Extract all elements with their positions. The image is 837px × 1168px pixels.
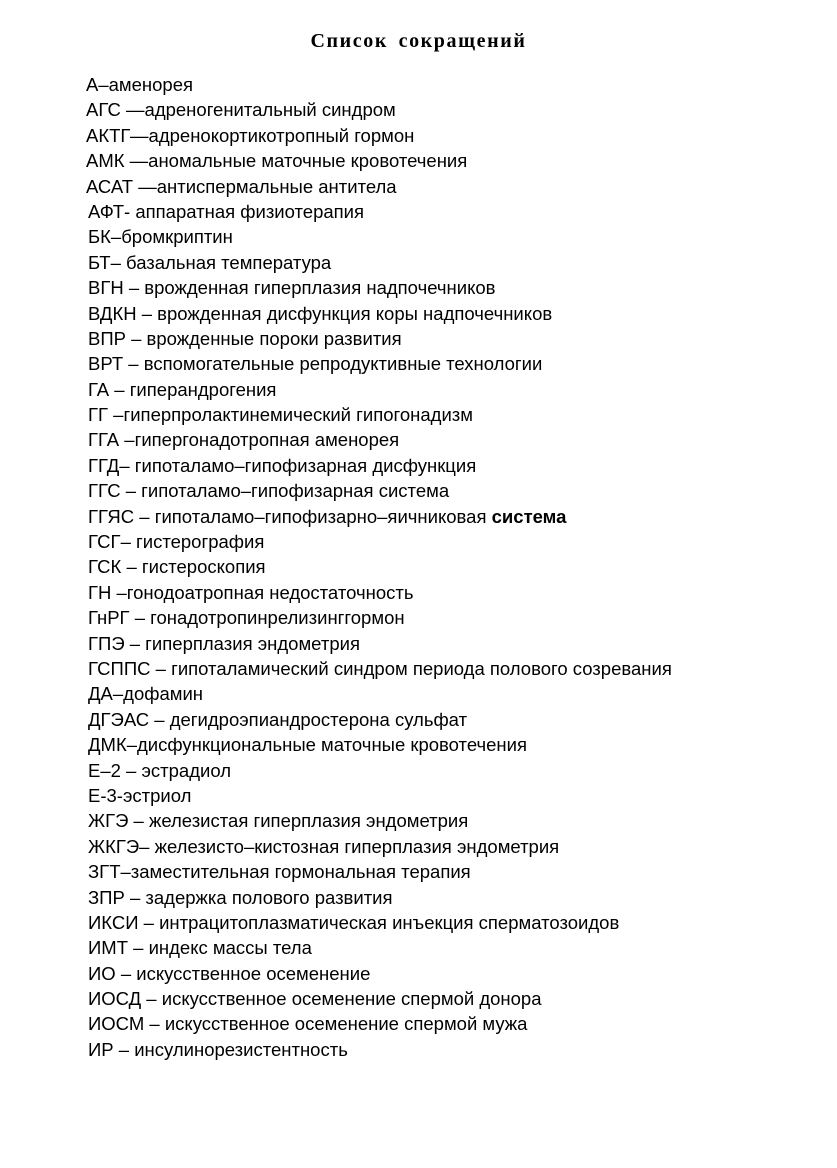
list-item [86,326,672,351]
list-item-text: ДМК–дисфункциональные маточные кровотечения [88,734,527,756]
list-item-text: ГГД– гипоталамо–гипофизарная дисфункция [88,454,477,476]
list-item-text: ИОСМ – искусственное осеменение спермой мужа [88,1013,528,1035]
list-item [86,427,672,452]
list-item [86,783,672,808]
list-item-text: ГнРГ – гонадотропинрелизинггормон [88,607,405,629]
list-item-text: А–аменорея [86,74,194,95]
list-item [86,377,672,402]
list-item-text: ВДКН – врожденная дисфункция коры надпочечников [88,302,553,324]
list-item-text: ИМТ – индекс массы тела [88,937,312,959]
list-item [86,605,672,630]
list-item-text: ИО – искусственное осеменение [88,962,371,984]
list-item-text: ДА–дофамин [88,683,204,705]
list-item [86,732,672,757]
list-item [86,1037,672,1062]
list-item-text: БТ– базальная температура [88,251,332,273]
list-item-text: ВПР – врожденные пороки развития [88,327,402,349]
page-title: Список сокращений [310,30,527,52]
list-item [86,681,672,706]
list-item-text: ЖКГЭ– железисто–кистозная гиперплазия эндометрия [88,835,560,857]
list-item-text: ГГА –гипергонадотропная аменорея [88,429,400,451]
list-item-text: ГН –гонодоатропная недостаточность [88,581,414,603]
list-item [86,224,672,249]
list-item [86,97,672,122]
list-item [86,758,672,783]
list-item-text: АГС —адреногенитальный синдром [86,99,396,121]
list-item-text: ГСК – гистероскопия [88,556,266,578]
list-item-text: ГГ –гиперпролактинемический гипогонадизм [88,404,474,426]
list-item [86,504,672,529]
list-item [86,554,672,579]
list-item-text: БК–бромкриптин [88,226,233,248]
list-item-text: АФТ- аппаратная физиотерапия [88,200,365,222]
list-item [86,834,672,859]
list-item [86,199,672,224]
list-item-text: ЗПР – задержка полового развития [88,886,393,908]
list-item-text: ИР – инсулинорезистентность [88,1038,348,1060]
list-item-bold-word: система [491,505,567,527]
list-item [86,656,672,681]
list-item [86,935,672,960]
list-item [86,631,672,656]
list-item-text: АКТГ—адренокортикотропный гормон [86,124,415,146]
list-item-text: ГПЭ – гиперплазия эндометрия [88,632,360,654]
list-item [86,72,672,97]
list-item-text: АМК —аномальные маточные кровотечения [86,150,468,172]
list-item [86,910,672,935]
abbreviation-list [86,72,672,1062]
list-item-text: ЖГЭ – железистая гиперплазия эндометрия [88,810,469,832]
list-item [86,580,672,605]
list-item [86,174,672,199]
list-item [86,859,672,884]
list-item [86,123,672,148]
list-item [86,986,672,1011]
list-item [86,301,672,326]
list-item-text: Е-3-эстриол [88,784,192,806]
list-item-text: ЗГТ–заместительная гормональная терапия [88,861,471,883]
list-item-text: АСАТ —антиспермальные антитела [86,175,397,197]
list-item [86,250,672,275]
list-item [86,961,672,986]
list-item [86,351,672,376]
list-item-text: ГСГ– гистерография [88,531,265,553]
list-item [86,885,672,910]
list-item-text: ГА – гиперандрогения [88,378,277,400]
list-item [86,148,672,173]
list-item [86,453,672,478]
list-item-text: Е–2 – эстрадиол [88,759,232,781]
list-item [86,707,672,732]
list-item-text: ВРТ – вспомогательные репродуктивные технологии [88,353,543,375]
list-item-text: ГГС – гипоталамо–гипофизарная система [88,480,450,502]
list-item [86,275,672,300]
list-item-text: ИКСИ – интрацитоплазматическая инъекция сперматозоидов [88,911,620,933]
list-item [86,1011,672,1036]
list-item-text: ДГЭАС – дегидроэпиандростерона сульфат [88,708,468,730]
list-item [86,529,672,554]
list-item-text: ВГН – врожденная гиперплазия надпочечников [88,277,496,299]
list-item [86,402,672,427]
list-item [86,478,672,503]
list-item-text: ИОСД – искусственное осеменение спермой донора [88,988,542,1010]
list-item-text: ГСППС – гипоталамический синдром периода полового созревания [88,657,672,679]
list-item-text: ГГЯС – гипоталамо–гипофизарно–яичниковая [88,505,487,527]
list-item [86,808,672,833]
